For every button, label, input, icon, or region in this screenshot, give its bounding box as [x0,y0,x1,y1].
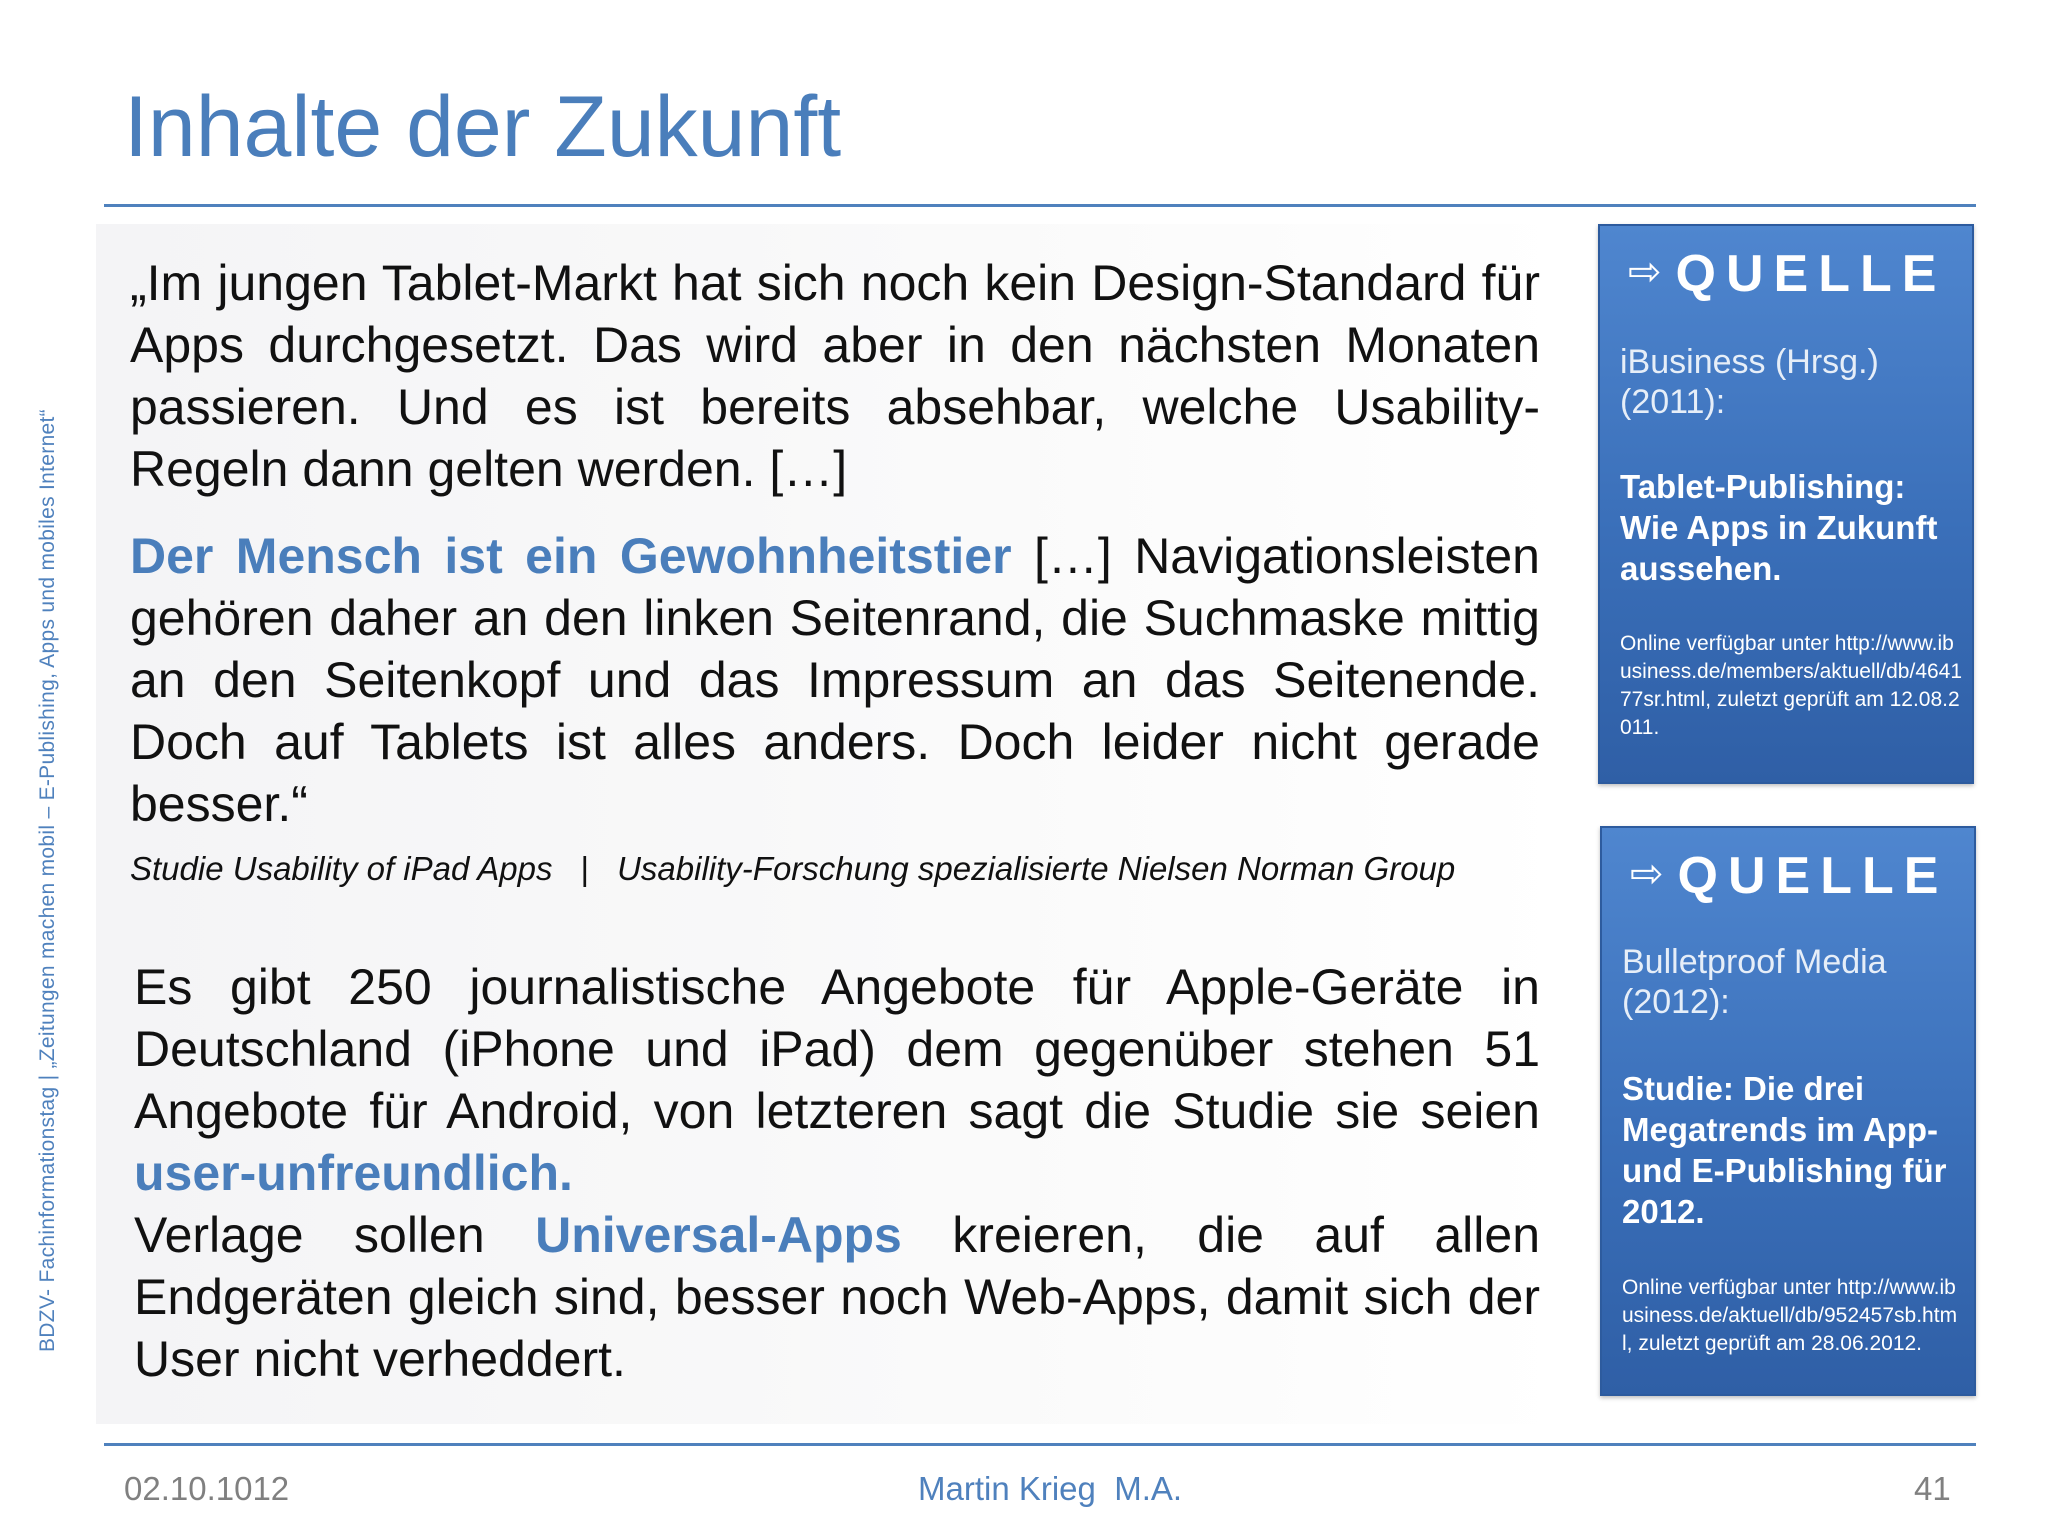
body-paragraph-2-end: kreieren, die auf allen Endgeräten gleich sind, besser noch Web-Apps, damit sich der User nicht verheddert. [134,1207,1540,1387]
highlight-user-unfreundlich: user-unfreundlich. [134,1145,573,1201]
arrow-right-icon: ⇨ [1630,852,1664,896]
arrow-right-icon: ⇨ [1628,250,1662,294]
source-online-reference: Online verfügbar unter http://www.ibusiness.de/aktuell/db/952457sb.html, zuletzt geprüft am 28.06.2012. [1622,1276,1958,1355]
side-footer-text: BDZV- Fachinformationstag | „Zeitungen machen mobil – E-Publishing, Apps und mobiles Internet“ [36,409,59,1352]
quote-paragraph-2-text: […] Navigationsleisten gehören daher an den linken Seitenrand, die Suchmaske mittig an den Seitenkopf und das Impressum an das Seitenende. Doch auf Tablets ist alles anders. Doch leider nicht gerade besser.“ [130,528,1540,832]
footer-author: Martin Krieg M.A. [918,1470,1183,1507]
top-divider [104,204,1976,207]
source-header-1 [1628,244,1946,304]
body-paragraph-1-text: Es gibt 250 journalistische Angebote für Apple-Geräte in Deutschland (iPhone und iPad) dem gegenüber stehen 51 Angebote für Android, von letzteren sagt die Studie sie seien [134,959,1540,1139]
slide-title: Inhalte der Zukunft [124,79,842,175]
attribution-separator: | [580,850,590,887]
body-paragraph [134,956,1540,1390]
quote-paragraph-2 [130,525,1540,835]
footer-date: 02.10.1012 [124,1470,290,1507]
attribution-source: Usability-Forschung spezialisierte Nielsen Norman Group [617,850,1456,887]
source-title: Tablet-Publishing: Wie Apps in Zukunft aussehen. [1620,468,1938,587]
source-header-2 [1630,846,1948,906]
bottom-divider [104,1443,1976,1446]
source-box-1 [1598,224,1974,784]
body-paragraph-2-start: Verlage sollen [134,1207,536,1263]
source-header-label: QUELLE [1677,847,1949,905]
quote-attribution [130,850,1455,888]
source-title: Studie: Die drei Megatrends im App- und E-Publishing für 2012. [1622,1070,1947,1230]
attribution-study: Studie Usability of iPad Apps [130,850,553,887]
source-box-2 [1600,826,1976,1396]
source-online-reference: Online verfügbar unter http://www.ibusiness.de/members/aktuell/db/464177sr.html, zuletzt geprüft am 12.08.2011. [1620,632,1963,739]
highlight-universal-apps: Universal-Apps [535,1207,902,1263]
source-author: iBusiness (Hrsg.) (2011): [1620,343,1879,421]
page-number: 41 [1914,1470,1951,1507]
source-author: Bulletproof Media (2012): [1622,943,1887,1021]
quote-paragraph-1: „Im jungen Tablet-Markt hat sich noch kein Design-Standard für Apps durchgesetzt. Das wird aber in den nächsten Monaten passieren. Und es ist bereits absehbar, welche Usability-Regeln dann gelten werden. […] [130,255,1540,497]
highlight-gewohnheitstier: Der Mensch ist ein Gewohnheitstier [130,528,1012,584]
source-header-label: QUELLE [1675,245,1947,303]
